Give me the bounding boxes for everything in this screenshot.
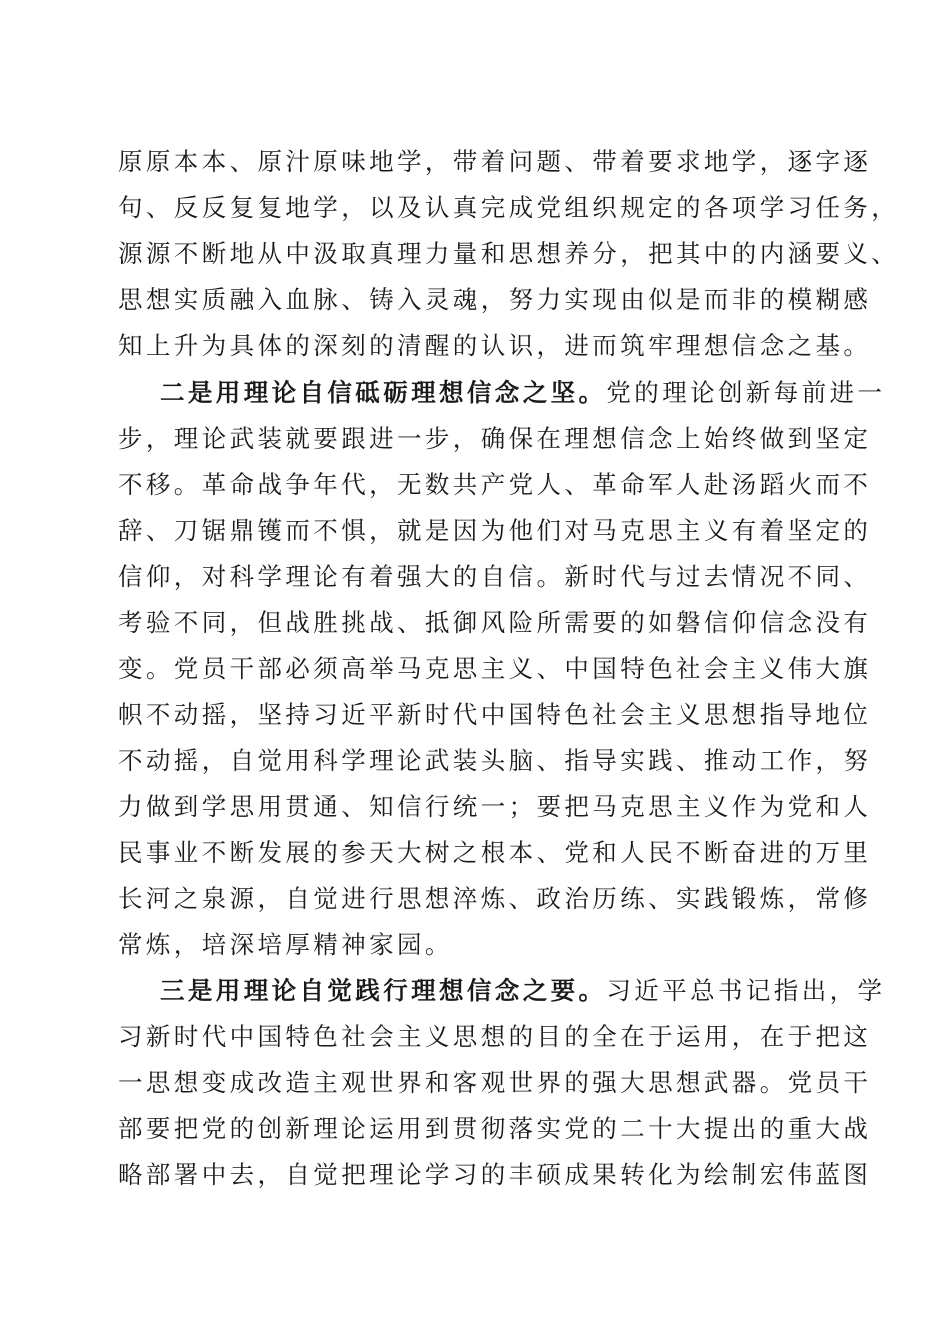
paragraph-2-first-rest: 党的理论创新每前进一 <box>606 378 886 407</box>
paragraph-2-line-5: 信仰，对科学理论有着强大的自信。新时代与过去情况不同、 <box>118 562 872 591</box>
paragraph-2-line-2: 步，理论武装就要跟进一步，确保在理想信念上始终做到坚定 <box>118 424 872 453</box>
paragraph-2-line-4: 辞、刀锯鼎镬而不惧，就是因为他们对马克思主义有着坚定的 <box>118 516 872 545</box>
paragraph-3-line-4: 部要把党的创新理论运用到贯彻落实党的二十大提出的重大战 <box>118 1114 872 1143</box>
paragraph-2-line-8: 帜不动摇，坚持习近平新时代中国特色社会主义思想指导地位 <box>118 700 872 729</box>
paragraph-2-lead: 二是用理论自信砥砺理想信念之坚。 <box>160 378 607 407</box>
paragraph-1-line-2: 句、反反复复地学，以及认真完成党组织规定的各项学习任务， <box>118 193 900 222</box>
paragraph-2-line-7: 变。党员干部必须高举马克思主义、中国特色社会主义伟大旗 <box>118 654 872 683</box>
paragraph-2-line-12: 长河之泉源，自觉进行思想淬炼、政治历练、实践锻炼，常修 <box>118 884 872 913</box>
paragraph-2-line-3: 不移。革命战争年代，无数共产党人、革命军人赴汤蹈火而不 <box>118 470 872 499</box>
paragraph-2-line-1 <box>160 378 886 408</box>
paragraph-1-line-3: 源源不断地从中汲取真理力量和思想养分，把其中的内涵要义、 <box>118 239 900 268</box>
paragraph-2-line-13: 常炼，培深培厚精神家园。 <box>118 930 453 959</box>
paragraph-2-line-11: 民事业不断发展的参天大树之根本、党和人民不断奋进的万里 <box>118 838 872 867</box>
paragraph-3-line-5: 略部署中去，自觉把理论学习的丰硕成果转化为绘制宏伟蓝图 <box>118 1160 872 1189</box>
paragraph-1-line-1: 原原本本、原汁原味地学，带着问题、带着要求地学，逐字逐 <box>118 147 872 176</box>
paragraph-3-line-1 <box>160 976 886 1006</box>
paragraph-3-first-rest: 习近平总书记指出，学 <box>606 976 886 1005</box>
paragraph-3-line-2: 习新时代中国特色社会主义思想的目的全在于运用，在于把这 <box>118 1022 872 1051</box>
paragraph-2-line-10: 力做到学思用贯通、知信行统一；要把马克思主义作为党和人 <box>118 792 872 821</box>
paragraph-1-line-4: 思想实质融入血脉、铸入灵魂，努力实现由似是而非的模糊感 <box>118 285 872 314</box>
paragraph-3-line-3: 一思想变成改造主观世界和客观世界的强大思想武器。党员干 <box>118 1068 872 1097</box>
paragraph-1-line-5: 知上升为具体的深刻的清醒的认识，进而筑牢理想信念之基。 <box>118 331 872 360</box>
paragraph-2-line-9: 不动摇，自觉用科学理论武装头脑、指导实践、推动工作，努 <box>118 746 872 775</box>
paragraph-3-lead: 三是用理论自觉践行理想信念之要。 <box>160 976 607 1005</box>
paragraph-2-line-6: 考验不同，但战胜挑战、抵御风险所需要的如磐信仰信念没有 <box>118 608 872 637</box>
